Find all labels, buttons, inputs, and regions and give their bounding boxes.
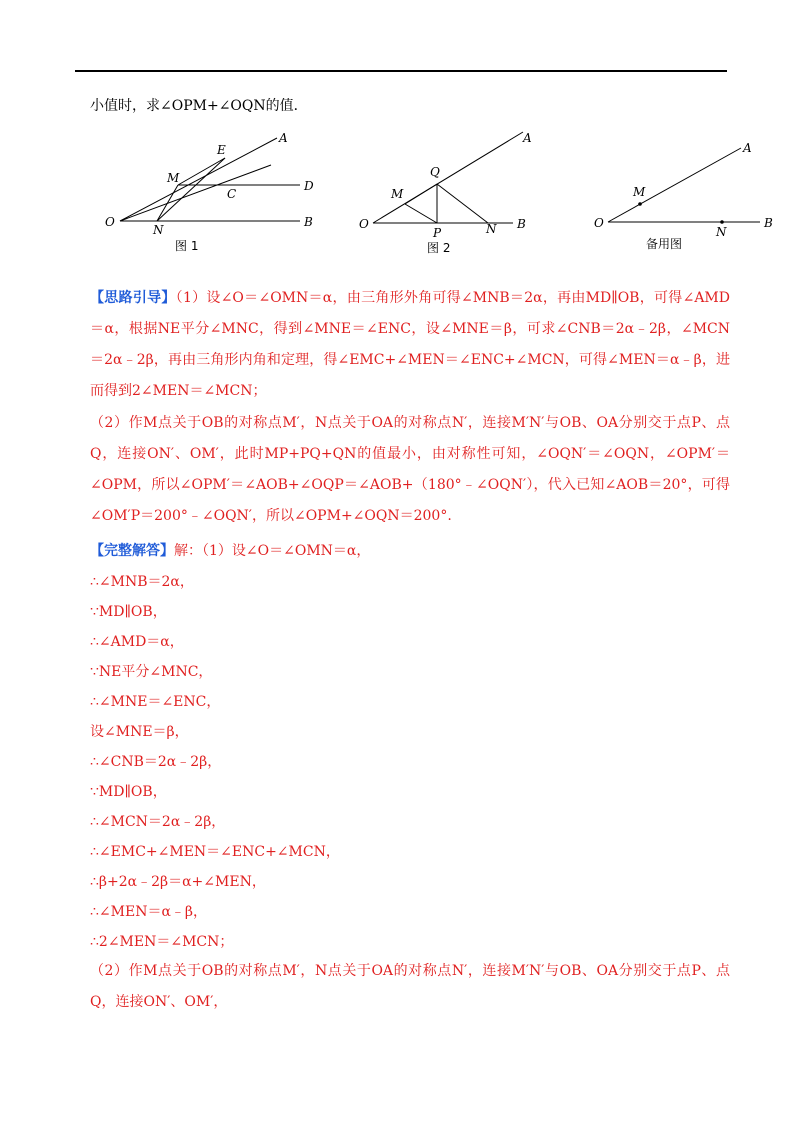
fig1-label-a: A bbox=[279, 131, 288, 145]
solution-intro: 解：（1）设∠O＝∠OMN＝α， bbox=[174, 543, 371, 559]
guide-part-1 bbox=[90, 283, 730, 407]
fig2-caption: 图 2 bbox=[427, 241, 451, 255]
step-line: ∴∠AMD＝α， bbox=[90, 634, 184, 650]
fig1-label-d: D bbox=[304, 179, 314, 193]
figure-2 bbox=[353, 124, 553, 259]
solution-tag: 【完整解答】 bbox=[90, 543, 174, 559]
fig3-label-b: B bbox=[764, 216, 773, 230]
step-line: ∵NE平分∠MNC， bbox=[90, 664, 213, 680]
step-line: ∴∠MCN＝2α﹣2β， bbox=[90, 814, 226, 830]
guide-text-2: （2）作M点关于OB的对称点M′，N点关于OA的对称点N′，连接M′N′与OB、OA分别交于点P、点Q，连接ON′、OM′，此时MP+PQ+QN的值最小，由对称性可知，∠OQN′＝∠OQN，∠OPM′＝∠OPM，所以∠OPM′＝∠AOB+∠OQP＝∠AOB+（180°﹣∠OQN′），代入已知∠AOB＝20°，可得∠OM′P＝200°﹣∠OQN′，所以∠OPM+∠OQN＝200°. bbox=[90, 415, 730, 524]
header-rule bbox=[75, 70, 727, 72]
fig2-label-o: O bbox=[359, 217, 369, 231]
fig2-label-a: A bbox=[523, 131, 532, 145]
fig1-label-b: B bbox=[304, 215, 313, 229]
fig2-label-m: M bbox=[391, 187, 404, 201]
step-line: ∵MD∥OB， bbox=[90, 604, 167, 620]
step-line: ∵MD∥OB， bbox=[90, 784, 167, 800]
fig1-caption: 图 1 bbox=[175, 239, 199, 253]
guide-text-1: （1）设∠O＝∠OMN＝α，由三角形外角可得∠MNB＝2α，再由MD∥OB，可得∠AMD＝α，根据NE平分∠MNC，得到∠MNE＝∠ENC，设∠MNE＝β，可求∠CNB＝2α﹣2β，∠MCN＝2α﹣2β，再由三角形内角和定理，得∠EMC+∠MEN＝∠ENC+∠MCN，可得∠MEN＝α﹣β，进而得到2∠MEN＝∠MCN； bbox=[90, 290, 730, 399]
step-line: 设∠MNE＝β， bbox=[90, 724, 189, 740]
step-line: ∴∠MNE＝∠ENC， bbox=[90, 694, 221, 710]
solution-part-2 bbox=[90, 956, 730, 1018]
figure-3 bbox=[588, 128, 788, 258]
fig3-label-n: N bbox=[716, 225, 727, 239]
fig1-label-o: O bbox=[105, 215, 115, 229]
step-line: ∴2∠MEN＝∠MCN； bbox=[90, 934, 234, 950]
fig3-label-a: A bbox=[743, 141, 752, 155]
guide-part-2 bbox=[90, 408, 730, 532]
fig2-label-b: B bbox=[517, 217, 526, 231]
fig1-label-n: N bbox=[153, 223, 164, 237]
step-line: ∴∠CNB＝2α﹣2β， bbox=[90, 754, 222, 770]
solution-header bbox=[90, 540, 370, 560]
fig2-label-n: N bbox=[486, 222, 497, 236]
fig3-caption: 备用图 bbox=[646, 237, 683, 251]
step-line: ∴β+2α﹣2β＝α+∠MEN， bbox=[90, 874, 266, 890]
fig3-label-m: M bbox=[633, 185, 646, 199]
question-tail: 小值时，求∠OPM+∠OQN的值． bbox=[90, 98, 308, 114]
figure-1 bbox=[95, 128, 325, 258]
fig3-label-o: O bbox=[594, 216, 604, 230]
guide-tag: 【思路引导】 bbox=[90, 290, 176, 306]
fig2-label-q: Q bbox=[430, 165, 440, 179]
fig2-label-p: P bbox=[433, 226, 442, 240]
fig1-label-e: E bbox=[217, 143, 226, 157]
fig1-label-m: M bbox=[167, 171, 180, 185]
step-line: ∴∠MNB＝2α， bbox=[90, 574, 194, 590]
solution-text-2: （2）作M点关于OB的对称点M′，N点关于OA的对称点N′，连接M′N′与OB、OA分别交于点P、点Q，连接ON′、OM′， bbox=[90, 963, 730, 1010]
step-line: ∴∠EMC+∠MEN＝∠ENC+∠MCN， bbox=[90, 844, 340, 860]
fig1-label-c: C bbox=[227, 187, 237, 201]
step-line: ∴∠MEN＝α﹣β， bbox=[90, 904, 207, 920]
